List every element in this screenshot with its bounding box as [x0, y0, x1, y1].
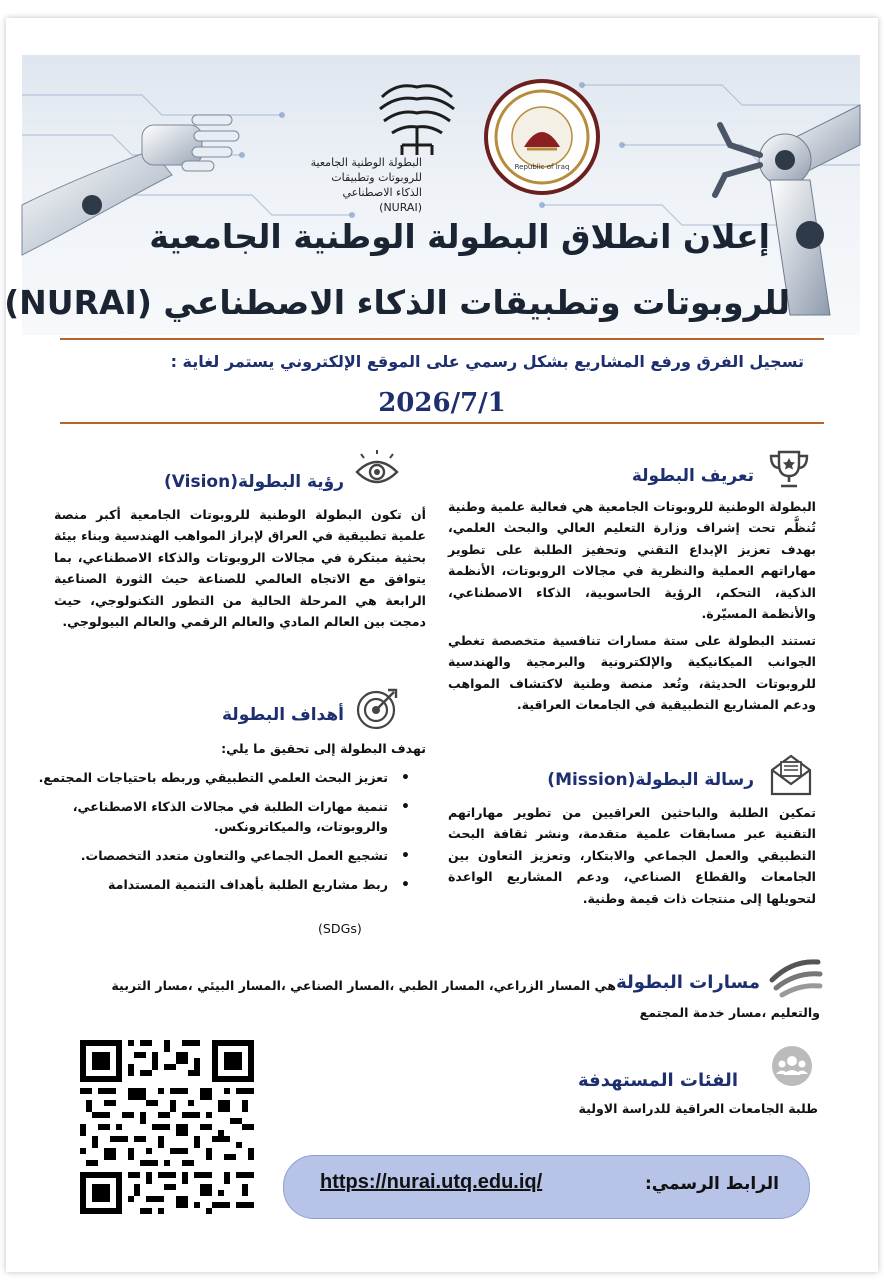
- divider-bottom: [60, 422, 824, 424]
- vision-paragraph: أن تكون البطولة الوطنية للروبوتات الجامعية أكبر منصة علمية تطبيقية في العراق لإبراز المواهب الهندسية وبناء بيئة بحثية مبتكرة في مجالات الروبوتات والذكاء الاصطناعي، بما يتوافق مع الاتجاه العالمي للصناعة حيث الثورة الصناعية الرابعة هي المرحلة الحالية من التطور التكنولوجي، حيث دمجت بين العالم المادي والعالم الرقمي والعالم البيولوجي.: [54, 507, 426, 630]
- target-title: الفئات المستهدفة: [578, 1070, 738, 1091]
- goals-intro: تهدف البطولة إلى تحقيق ما يلي:: [221, 741, 426, 756]
- goal-item-3: • تشجيع العمل الجماعي والتعاون متعدد التخصصات.: [38, 846, 398, 866]
- tracks-icon: [768, 950, 822, 998]
- envelope-icon: [768, 752, 814, 798]
- goals-title: أهداف البطولة: [222, 705, 344, 725]
- eye-icon: [354, 452, 400, 492]
- goal-item-2: • تنمية مهارات الطلبة في مجالات الذكاء الاصطناعي، والروبوتات، والميكاترونكس.: [38, 797, 398, 837]
- tracks-line2: والتعليم ،مسار خدمة المجتمع: [639, 1005, 820, 1020]
- logo-text-line1: البطولة الوطنية الجامعية: [310, 156, 422, 169]
- registration-text: تسجيل الفرق ورفع المشاريع بشكل رسمي على الموقع الإلكتروني يستمر لغاية :: [170, 352, 804, 371]
- header-banner: [4, 55, 860, 335]
- official-link-url[interactable]: https://nurai.utq.edu.iq/: [320, 1171, 543, 1193]
- goals-sdgs: (SDGs): [318, 921, 362, 936]
- target-icon: [354, 686, 400, 732]
- page-title-line1: إعلان انطلاق البطولة الوطنية الجامعية: [149, 217, 770, 256]
- ministry-emblem-logo: [482, 77, 602, 197]
- qr-code[interactable]: [80, 1040, 254, 1214]
- definition-paragraph-2: تستند البطولة على ستة مسارات تنافسية متخصصة تغطي الجوانب الميكانيكية والإلكترونية والبرمجية والهندسية للروبوتات الحديثة، وتُعد منصة وطنية لاكتشاف المواهب ودعم المشاريع التطبيقية في الجامعات العراقية.: [448, 633, 816, 713]
- logo-text-line2: للروبوتات وتطبيقات: [331, 171, 422, 184]
- goal-item-1: • تعزيز البحث العلمي التطبيقي وربطه باحتياجات المجتمع.: [38, 768, 398, 788]
- emblem-text: Republic of Iraq: [514, 163, 570, 171]
- vision-title: رؤية البطولة(Vision): [164, 472, 344, 492]
- definition-title: تعريف البطولة: [631, 466, 754, 486]
- page-title-line2: للروبوتات وتطبيقات الذكاء الاصطناعي (NURAI): [4, 283, 790, 322]
- goal-item-4: • ربط مشاريع الطلبة بأهداف التنمية المستدامة: [38, 875, 398, 895]
- logo-text-line4: (NURAI): [379, 201, 422, 214]
- mission-paragraph: تمكين الطلبة والباحثين العراقيين من تطوير مهاراتهم التقنية عبر مسابقات علمية متقدمة، ونشر ثقافة البحث التطبيقي والعمل الجماعي والابتكار، وتعزيز التعاون بين الجامعات والقطاع الصناعي، ودعم المشاريع الواعدة لتحويلها إلى منتجات ذات قيمة وطنية.: [448, 805, 816, 906]
- nurai-logo-text: [242, 155, 422, 215]
- trophy-icon: [766, 446, 812, 492]
- tracks-title: مسارات البطولة: [616, 972, 760, 993]
- official-link-pill: [283, 1155, 810, 1219]
- registration-date: 2026/7/1: [378, 388, 506, 418]
- definition-paragraph-1: البطولة الوطنية للروبوتات الجامعية هي فعالية علمية وطنية تُنظَّم تحت إشراف وزارة التعليم العالي والبحث العلمي، بهدف تعزيز الإبداع التقني وتحفيز الطلبة على تطوير مهاراتهم العملية والنظرية في مجالات الروبوتات، الأنظمة الذكية، التحكم، الرؤية الحاسوبية، الذكاء الاصطناعي، والأنظمة المسيّرة.: [448, 499, 816, 622]
- mission-title: رسالة البطولة(Mission): [547, 770, 754, 790]
- target-text: طلبة الجامعات العراقية للدراسة الاولية: [578, 1101, 818, 1116]
- nurai-logo-mark: [372, 77, 462, 157]
- group-people-icon: [770, 1044, 814, 1088]
- official-link-label: الرابط الرسمي:: [644, 1174, 779, 1194]
- logo-text-line3: الذكاء الاصطناعي: [342, 186, 422, 199]
- goals-list: [38, 768, 412, 904]
- tracks-line1: هي المسار الزراعي، المسار الطبي ،المسار الصناعي ،المسار البيئي ،مسار التربية: [111, 978, 616, 993]
- divider-top: [60, 338, 824, 340]
